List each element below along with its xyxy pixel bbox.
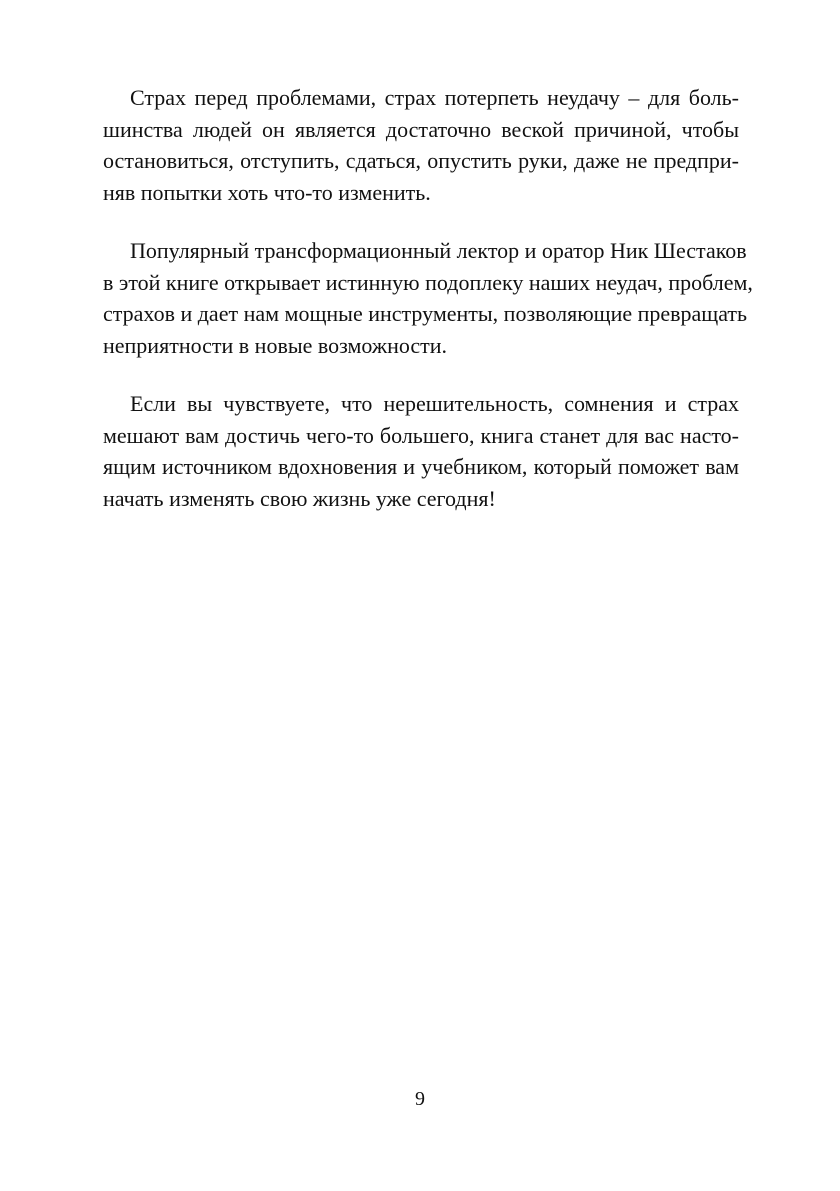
paragraph-3 <box>103 388 739 514</box>
paragraph-line: Страх перед проблемами, страх потерпеть неудачу – для боль- <box>130 85 739 110</box>
paragraph-line: в этой книге открывает истинную подоплеку наших неудач, проблем, <box>103 269 753 295</box>
body-text <box>103 82 753 541</box>
page-number: 9 <box>415 1088 425 1110</box>
paragraph-line: Популярный трансформационный лектор и оратор Ник Шестаков <box>130 238 747 263</box>
paragraph-line: страхов и дает нам мощные инструменты, позволяющие превращать <box>103 301 748 326</box>
paragraph-line: мешают вам достичь чего-то большего, книга станет для вас насто- <box>103 422 739 448</box>
paragraph-line: ящим источником вдохновения и учебником, который поможет вам <box>103 454 739 479</box>
paragraph-2 <box>103 235 753 361</box>
paragraph-line: неприятности в новые возможности. <box>103 332 448 358</box>
paragraph-line: Если вы чувствуете, что нерешительность, сомнения и страх <box>130 391 739 416</box>
paragraph-1 <box>103 82 739 208</box>
paragraph-line: остановиться, отступить, сдаться, опустить руки, даже не предпри- <box>103 148 739 173</box>
paragraph-line: няв попытки хоть что-то изменить. <box>103 179 431 205</box>
paragraph-line: начать изменять свою жизнь уже сегодня! <box>103 485 496 511</box>
paragraph-line: шинства людей он является достаточно веской причиной, чтобы <box>103 116 739 142</box>
